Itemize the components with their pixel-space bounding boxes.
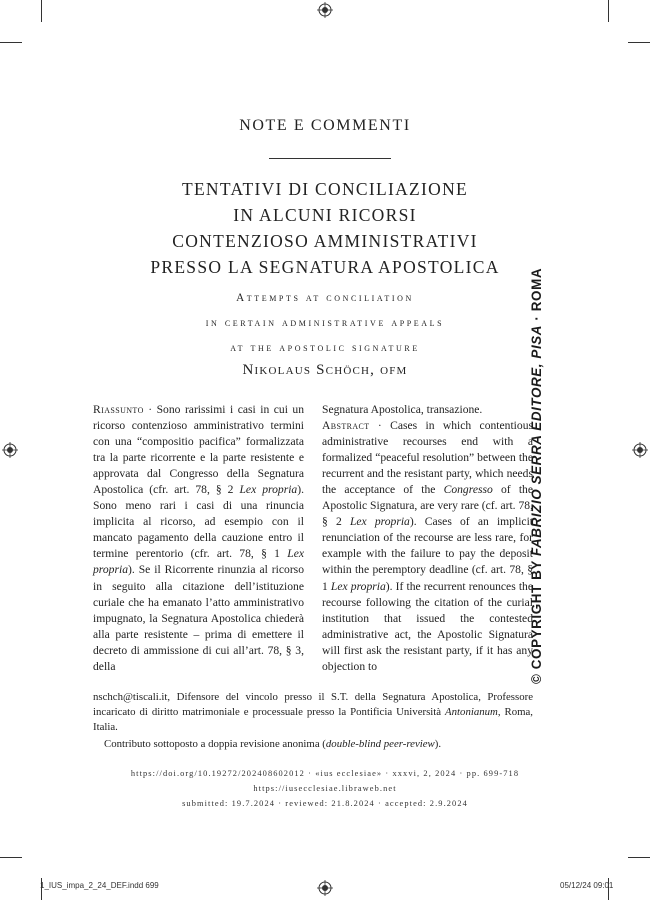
copyright-prefix: © COPYRIGHT BY [529,556,544,684]
peer-review-end: ). [434,738,442,750]
crop-mark-bottom-right-h [628,857,650,858]
label-separator: · [369,419,391,433]
title-line: CONTENZIOSO AMMINISTRATIVI [172,231,478,251]
abstract-text: ). Sono meno rari i casi di una rinuncia implicita al ricorso, ad esempio con il mancato pagamento della cauzione entro il termine perentorio (cfr. art. 78, § 1 [93,483,304,561]
subtitle-line: in certain administrative appeals [205,317,445,329]
peer-review-text: Contributo sottoposto a doppia revisione anonima ( [104,738,326,750]
peer-review-italic: double-blind peer-review [325,738,435,750]
slug-filename: 1_IUS_impa_2_24_DEF.indd 699 [40,881,159,890]
crop-mark-top-left [41,0,42,22]
abstract-italic: Congresso [443,483,493,497]
abstract-text: ). Cases of an implicit renunciation of the recourse are less rare, for example with the failure to pay the deposit within the peremptory deadline (cf. art. 78, § 1 [322,515,534,593]
journal-url-line: https://iusecclesiae.libraweb.net [253,784,397,793]
abstract-italic: Lex propria [239,483,298,497]
title-divider [269,158,391,159]
peer-review-note [104,738,441,750]
keywords-tail: Segnatura Apostolica, transazione. [322,403,483,416]
registration-mark-right-icon [632,442,648,458]
crop-mark-top-right-h [628,42,650,43]
abstract-english [322,402,533,675]
abstract-text: ). Se il Ricorrente rinunzia al ricorso in seguito alla citazione dell’istituzione curiale che ha emanato l’atto amministrativo impugnato, la Segnatura Apostolica chiederà alla parte resistente – prima di emettere il decreto di ammissione di cui all’art. 78, § 3, della [93,563,304,673]
abstract-text: Sono rarissimi i casi in cui un ricorso contenzioso amministrativo termini con una “compositio pacifica” formalizzata tra la parte ricorrente e la parte resistente e approvata dal Congresso della Segnatura Apostolica (cfr. art. 78, § 2 [93,403,304,497]
crop-mark-top-left-h [0,42,22,43]
article-title [0,176,650,280]
section-title: NOTE E COMMENTI [239,117,411,134]
abstract-italian [93,402,304,675]
footnote-text: , Roma, Italia. [93,706,533,734]
crop-mark-bottom-left-h [0,857,22,858]
author-footnote [93,690,533,736]
abstract-text: ). If the recurrent renounces the recourse following the citation of the curial institution that issued the contested administrative act, the Apostolic Signatura will first ask the resistant party, if it has any objection to [322,579,533,673]
abstract-italic: Lex propria [330,579,386,593]
registration-mark-left-icon [2,442,18,458]
article-subtitle [0,286,650,361]
abstract-text: of the Apostolic Signatura, are very rare (cf. art. 78, § 2 [322,483,533,529]
label-separator: · [143,403,157,416]
author-name: Nikolaus Schöch, ofm [242,362,408,378]
registration-mark-top-icon [317,2,333,18]
copyright-suffix: · ROMA [529,267,544,325]
title-line: IN ALCUNI RICORSI [233,205,417,225]
submission-dates-line: submitted: 19.7.2024 · reviewed: 21.8.2024 · accepted: 2.9.2024 [182,799,468,808]
copyright-notice [529,268,544,684]
subtitle-line: at the apostolic signature [230,342,420,354]
abstract-label: Riassunto [93,403,144,416]
title-line: TENTATIVI DI CONCILIAZIONE [181,179,469,199]
abstract-text: Cases in which contentious administrative recourses end with a formalized “peaceful resolution” between the recurrent and the resistant party, which needs the acceptance of the [322,419,533,497]
registration-mark-bottom-icon [317,880,333,896]
footnote-italic: Antonianum [445,706,498,719]
doi-line: https://doi.org/10.19272/202408602012 · «ius ecclesiae» · xxxvi, 2, 2024 · pp. 699-718 [130,769,520,778]
title-line: PRESSO LA SEGNATURA APOSTOLICA [150,257,500,277]
copyright-publisher: FABRIZIO SERRA EDITORE, PISA [529,324,544,556]
crop-mark-top-right [608,0,609,22]
abstract-italic: Lex propria [93,547,304,577]
slug-datetime: 05/12/24 09:01 [560,881,614,890]
abstract-label: Abstract [322,419,370,433]
abstract-italic: Lex propria [349,515,410,529]
footnote-text: nschch@tiscali.it, Difensore del vincolo presso il S.T. della Segnatura Apostolica, Professore incaricato di diritto matrimoniale e processuale presso la Pontificia Università [93,691,533,719]
subtitle-line: Attempts at conciliation [236,292,414,304]
